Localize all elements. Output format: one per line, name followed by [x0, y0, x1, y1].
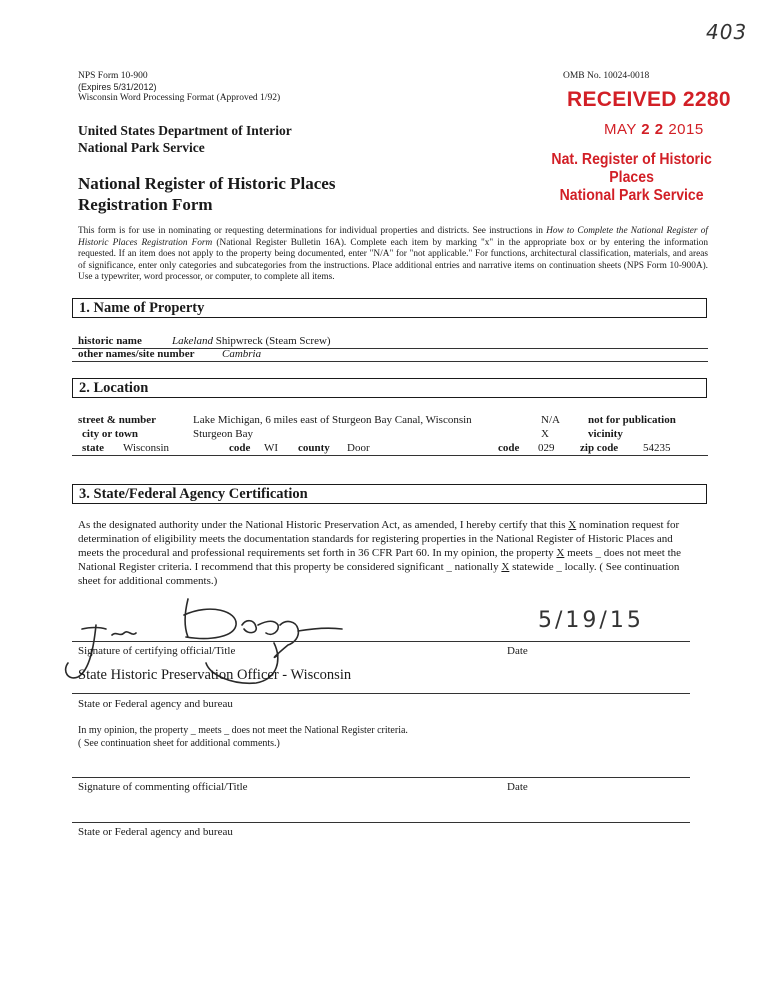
zip-label: zip code — [580, 442, 619, 454]
street-label: street & number — [78, 414, 156, 426]
certification-paragraph: As the designated authority under the National Historic Preservation Act, as amended, I hereby certify that this X nomination request for determination of eligibility meets the documentation standards for registering properties in the National Register of Historic Places and meets the procedural and professional requirements set forth in 36 CFR Part 60. In my opinion, the property X meets _ does not meet the National Register criteria. I recommend that this property be considered significant _ nationally X statewide _ locally. ( See continuation sheet for additional comments.) — [78, 519, 682, 587]
opinion-line: In my opinion, the property _ meets _ does not meet the National Register criteria. — [78, 725, 408, 736]
divider — [72, 693, 690, 694]
street-na: N/A — [541, 414, 560, 426]
other-names-label: other names/site number — [78, 348, 195, 360]
county-code-label: code — [498, 442, 520, 454]
commenting-signature-line — [72, 777, 690, 778]
vicinity-label: vicinity — [588, 428, 623, 440]
state-label: state — [82, 442, 104, 454]
city-label: city or town — [82, 428, 139, 440]
section-3-header: 3. State/Federal Agency Certification — [72, 484, 707, 504]
continuation-note: ( See continuation sheet for additional comments.) — [78, 738, 280, 749]
historic-name-value: Lakeland Shipwreck (Steam Screw) — [172, 335, 331, 347]
commenting-signature-label: Signature of commenting official/Title — [78, 781, 248, 793]
officer-title: State Historic Preservation Officer - Wisconsin — [78, 667, 352, 683]
section-2-header: 2. Location — [72, 378, 707, 398]
historic-name-label: historic name — [78, 335, 142, 347]
agency-label-2: State or Federal agency and bureau — [78, 826, 233, 838]
city-value: Sturgeon Bay — [193, 428, 253, 440]
form-number: NPS Form 10-900 — [78, 71, 148, 81]
signature-line — [72, 641, 690, 642]
department-heading: United States Department of Interior National Park Service — [78, 123, 292, 155]
not-for-publication-label: not for publication — [588, 414, 676, 426]
received-stamp: RECEIVED 2280 — [567, 88, 731, 111]
handwritten-date: 5/19/15 — [538, 608, 644, 633]
vicinity-mark: X — [541, 428, 549, 440]
state-value: Wisconsin — [123, 442, 169, 454]
divider — [72, 822, 690, 823]
street-value: Lake Michigan, 6 miles east of Sturgeon Bay Canal, Wisconsin — [193, 414, 472, 426]
form-expiry: (Expires 5/31/2012) — [78, 82, 157, 92]
stamp-date: MAY 2 2 2015 — [604, 121, 704, 138]
form-format: Wisconsin Word Processing Format (Approved 1/92) — [78, 93, 281, 103]
omb-number: OMB No. 10024-0018 — [563, 71, 650, 81]
form-title: National Register of Historic Places Registration Form — [78, 174, 336, 214]
divider — [72, 361, 708, 362]
divider — [72, 455, 708, 456]
date-label: Date — [507, 645, 528, 657]
signature-label: Signature of certifying official/Title — [78, 645, 236, 657]
stamp-agency: Nat. Register of Historic Places National Park Service — [551, 151, 712, 204]
instructions-paragraph: This form is for use in nominating or requesting determinations for individual properties and districts. See instructions in How to Complete the National Register of Historic Places Registration Form (National Register Bulletin 16A). Complete each item by marking "x" in the appropriate box or by entering the information requested. If an item does not apply to the property being documented, enter "N/A" for "not applicable." For functions, architectural classification, materials, and areas of significance, enter only categories and subcategories from the instructions. Place additional entries and narrative items on continuation sheets (NPS Form 10-900A). Use a typewriter, word processor, or computer, to complete all items. — [78, 226, 708, 283]
other-names-value: Cambria — [222, 348, 262, 360]
county-value: Door — [347, 442, 370, 454]
zip-value: 54235 — [643, 442, 671, 454]
state-code-value: WI — [264, 442, 279, 454]
state-code-label: code — [229, 442, 251, 454]
section-1-header: 1. Name of Property — [72, 298, 707, 318]
agency-label: State or Federal agency and bureau — [78, 698, 233, 710]
county-label: county — [298, 442, 330, 454]
handwritten-page-number: 403 — [706, 20, 748, 44]
county-code-value: 029 — [538, 442, 555, 454]
commenting-date-label: Date — [507, 781, 528, 793]
